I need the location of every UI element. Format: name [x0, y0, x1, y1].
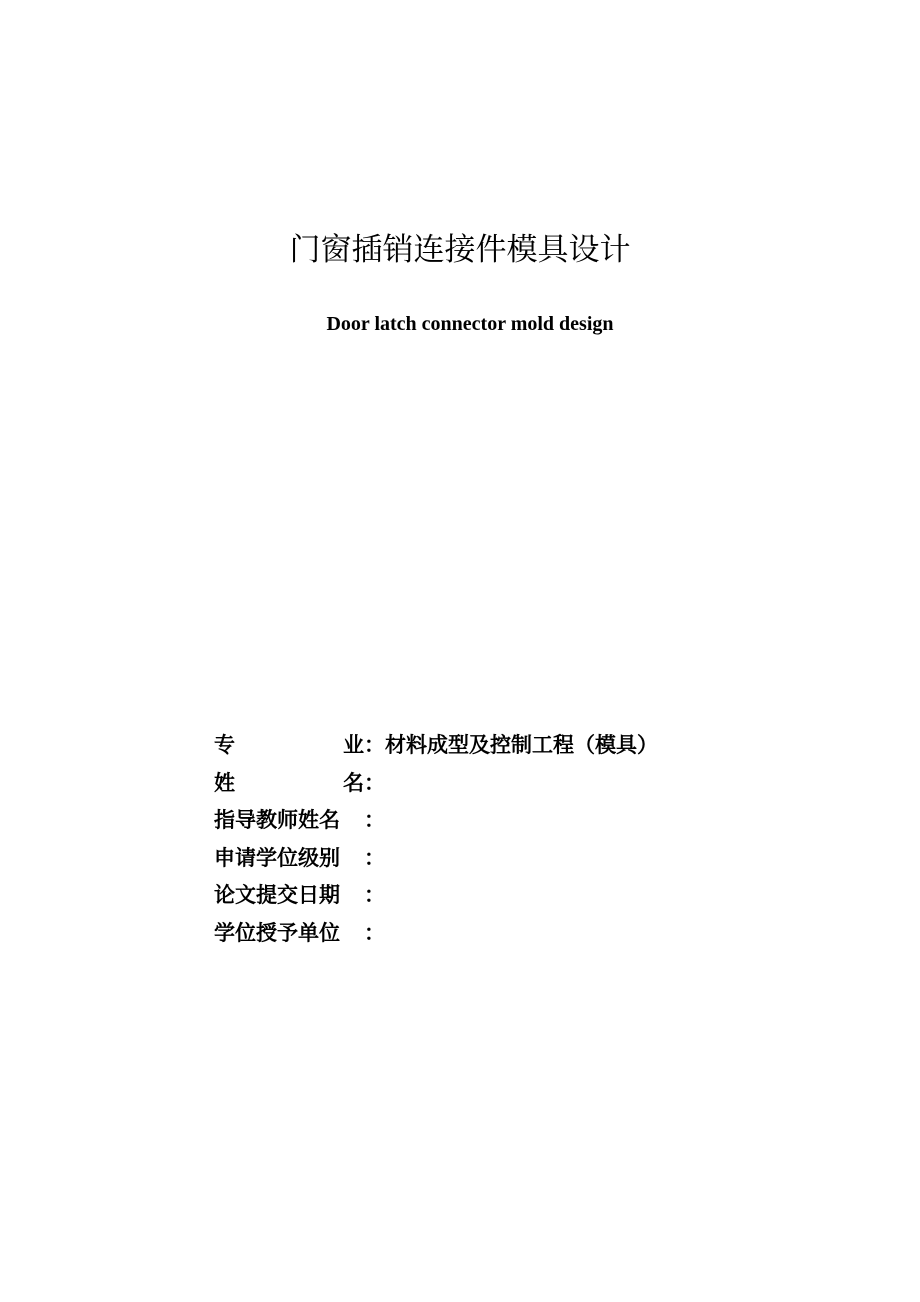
name-label-first: 姓	[214, 770, 235, 795]
name-label-last: 名	[343, 770, 364, 795]
info-row-submission-date	[214, 877, 814, 915]
info-row-advisor	[214, 802, 814, 840]
degree-level-label: 申请学位级别	[214, 845, 340, 870]
name-label	[214, 765, 364, 803]
info-row-degree-level	[214, 840, 814, 878]
major-value: 材料成型及控制工程（模具）	[385, 733, 658, 757]
info-row-degree-unit	[214, 915, 814, 953]
thesis-info-block	[214, 727, 814, 952]
advisor-colon: ：	[364, 808, 385, 832]
submission-date-label: 论文提交日期	[214, 883, 340, 907]
name-colon: ：	[364, 770, 385, 795]
submission-date-colon: ：	[364, 883, 385, 907]
major-colon: ：	[364, 733, 385, 757]
info-row-major	[214, 727, 814, 765]
thesis-title-english: Door latch connector mold design	[326, 313, 614, 335]
major-label-last: 业	[343, 733, 364, 757]
degree-level-colon: ：	[364, 845, 385, 870]
advisor-label: 指导教师姓名	[214, 808, 340, 832]
degree-unit-label: 学位授予单位	[214, 920, 340, 945]
degree-unit-colon: ：	[364, 920, 385, 945]
major-label-first: 专	[214, 733, 235, 757]
thesis-title-chinese: 门窗插销连接件模具设计	[289, 232, 631, 268]
info-row-name	[214, 765, 814, 803]
major-label	[214, 727, 364, 765]
